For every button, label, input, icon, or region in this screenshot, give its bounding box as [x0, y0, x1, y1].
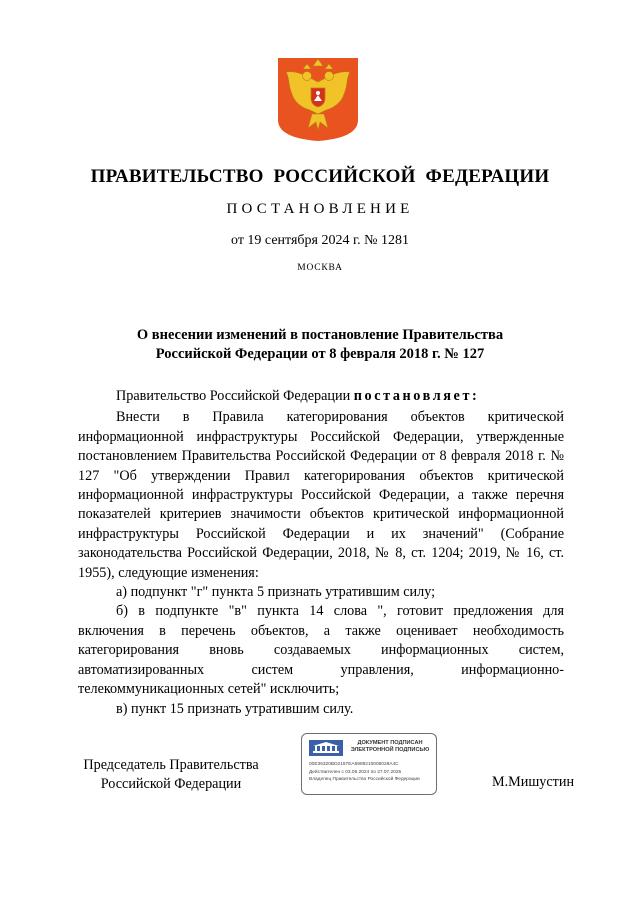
- stamp-owner: Владелец Правительство Российской Федерации: [309, 777, 420, 782]
- body-paragraph-main: Внести в Правила категорирования объектов критической информационной инфраструктуры Российской Федерации, утвержденные постановлением Правительства Российской Федерации от 8 февраля 2018 г. № 127 "Об утверждении Правил категорирования объектов критической информационной инфраструктуры Российской Федерации, а также перечня показателей критериев значимости объектов критической информационной инфраструктуры Российской Федерации и их значений" (Собрание законодательства Российской Федерации, 2018, № 8, ст. 1204; 2019, № 16, ст. 1955), следующие изменения:: [78, 409, 564, 581]
- document-subject: [90, 326, 550, 364]
- lead-text: Правительство Российской Федерации: [116, 388, 351, 404]
- body-item-a: а) подпункт "г" пункта 5 признать утратившим силу;: [116, 584, 436, 601]
- document-body: [78, 387, 564, 719]
- russia-coat-of-arms-icon: [276, 56, 360, 142]
- subject-line-1: О внесении изменений в постановление Правительства: [136, 327, 504, 343]
- lead-paragraph: [78, 387, 564, 406]
- stamp-title-line-1: ДОКУМЕНТ ПОДПИСАН: [357, 740, 423, 746]
- document-type: ПОСТАНОВЛЕНИЕ: [226, 201, 414, 217]
- stamp-serial: 00E36320BD2197EA5989210006028A4C: [309, 762, 399, 767]
- signatory-position-line-2: Российской Федерации: [100, 776, 242, 792]
- body-item-c: в) пункт 15 признать утратившим силу.: [116, 700, 354, 717]
- government-building-icon: [309, 740, 343, 756]
- signatory-position: [66, 756, 276, 794]
- subject-line-2: Российской Федерации от 8 февраля 2018 г. № 127: [155, 346, 485, 362]
- stamp-title-line-2: ЭЛЕКТРОННОЙ ПОДПИСЬЮ: [350, 747, 430, 753]
- document-date-number: от 19 сентября 2024 г. № 1281: [231, 233, 409, 248]
- document-city: МОСКВА: [297, 263, 343, 273]
- body-item-b: б) в подпункте "в" пункта 14 слова ", готовит предложения для включения в перечень объектов, а также оценивает необходимость категорирования вновь создаваемых информационных систем, автоматизированных систем управления, информационно-телекоммуникационных сетей" исключить;: [78, 603, 564, 698]
- lead-action: постановляет:: [353, 388, 480, 404]
- stamp-title: [346, 740, 434, 754]
- e-signature-stamp: [301, 733, 437, 795]
- government-title: ПРАВИТЕЛЬСТВО РОССИЙСКОЙ ФЕДЕРАЦИИ: [90, 166, 550, 187]
- signatory-position-line-1: Председатель Правительства: [83, 757, 259, 773]
- signatory-name: М.Мишустин: [492, 774, 575, 790]
- stamp-validity: Действителен с 03.05.2024 по 27.07.2025: [309, 770, 402, 775]
